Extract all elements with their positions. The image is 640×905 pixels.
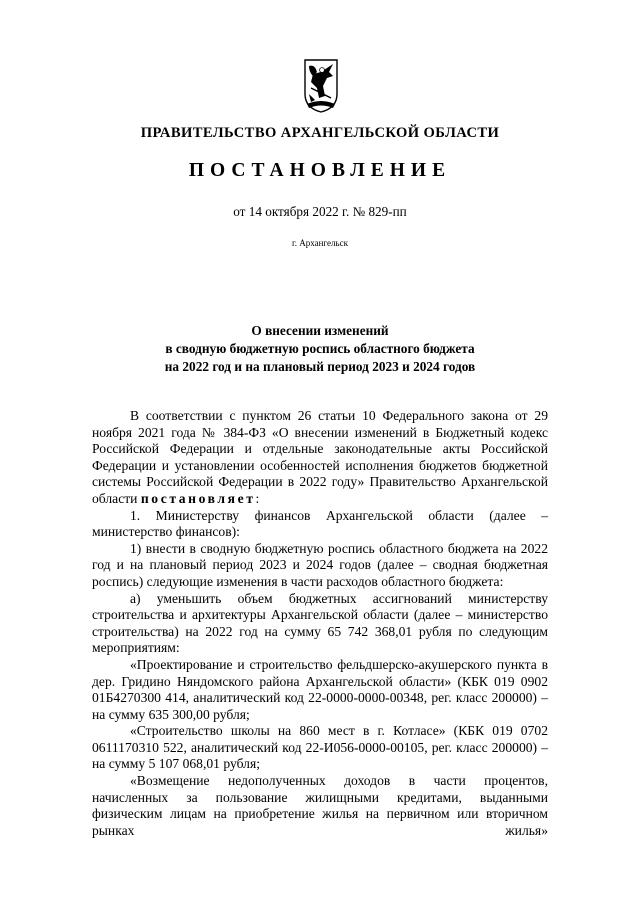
document-city: г. Архангельск xyxy=(292,238,348,248)
document-title xyxy=(0,322,640,376)
preamble-text: В соответствии с пунктом 26 статьи 10 Федерального закона от 29 ноября 2021 года № 384-ФЗ «О внесении изменений в Бюджетный кодекс Российской Федерации и отдельные законодательные акты Российской Федерации и установлении особенностей исполнения бюджетов бюджетной системы Российской Федерации в 2022 году» Правительство Архангельской области xyxy=(92,408,548,506)
item-1-1-paragraph: 1) внести в сводную бюджетную роспись областного бюджета на 2022 год и на плановый период 2023 и 2024 годов (далее – сводная бюджетная роспись) следующие изменения в части расходов областного бюджета: xyxy=(92,540,548,589)
measure-3-paragraph: «Возмещение недополученных доходов в части процентов, начисленных за пользование жилищными кредитами, выданными физическим лицам на приобретение жилья на первичном или вторичном рынках жилья» xyxy=(92,773,548,838)
decree-colon: : xyxy=(255,490,260,506)
document-body xyxy=(92,408,548,839)
title-line-2: в сводную бюджетную роспись областного бюджета xyxy=(165,341,475,356)
preamble-paragraph xyxy=(92,408,548,508)
coat-of-arms-icon xyxy=(303,58,339,114)
item-1-paragraph: 1. Министерству финансов Архангельской области (далее – министерство финансов): xyxy=(92,507,548,540)
measure-1-paragraph: «Проектирование и строительство фельдшерско-акушерского пункта в дер. Гридино Няндомского района Архангельской области» (КБК 019 0902 01Б4270300 414, аналитический код 22-0000-0000-00348, рег. класс 200000) – на сумму 635 300,00 рубля; xyxy=(92,656,548,722)
coat-of-arms-emblem xyxy=(303,58,339,114)
measure-2-paragraph: «Строительство школы на 860 мест в г. Котласе» (КБК 019 0702 0611170310 522, аналитический код 22-И056-0000-00105, рег. класс 200000) – на сумму 5 107 068,01 рубля; xyxy=(92,723,548,772)
decree-word: постановляет xyxy=(140,490,256,506)
item-1-1-a-paragraph: а) уменьшить объем бюджетных ассигнований министерству строительства и архитектуры Архангельской области (далее – министерство строительства) на 2022 год на сумму 65 742 368,01 рубля по следующим мероприятиям: xyxy=(92,590,548,656)
document-date-number: от 14 октября 2022 г. № 829-пп xyxy=(233,204,407,219)
title-line-1: О внесении изменений xyxy=(251,323,389,338)
government-name: ПРАВИТЕЛЬСТВО АРХАНГЕЛЬСКОЙ ОБЛАСТИ xyxy=(140,125,500,141)
title-line-3: на 2022 год и на плановый период 2023 и 2024 годов xyxy=(164,359,476,374)
document-type: ПОСТАНОВЛЕНИЕ xyxy=(188,160,452,181)
